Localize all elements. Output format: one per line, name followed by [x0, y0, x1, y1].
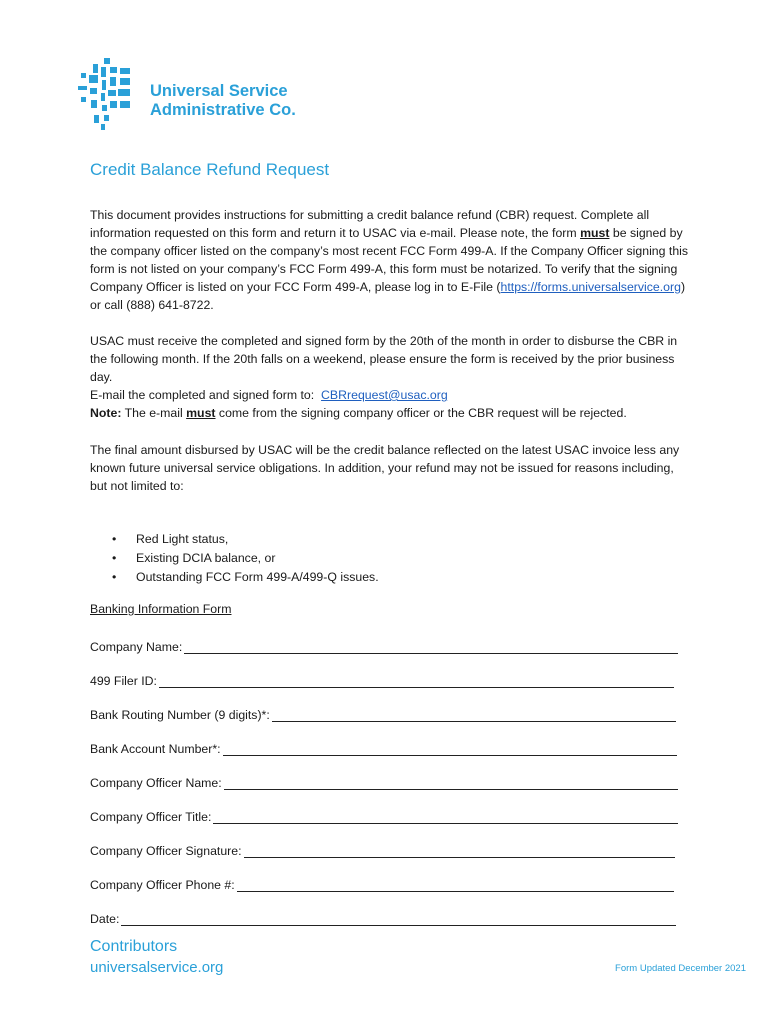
company-name-field[interactable]: [90, 636, 678, 654]
fill-line[interactable]: [223, 741, 677, 756]
deadline-paragraph: USAC must receive the completed and signed form by the 20th of the month in order to disburse the CBR in the following month. If the 20th falls on a weekend, please ensure the form is received by the prior business day.: [90, 334, 678, 384]
contributors-label: Contributors: [90, 938, 178, 955]
email-label: E-mail the completed and signed form to:: [90, 388, 315, 402]
fill-line[interactable]: [224, 775, 678, 790]
fill-line[interactable]: [244, 843, 675, 858]
account-number-field[interactable]: [90, 738, 677, 756]
fill-line[interactable]: [121, 911, 676, 926]
filer-id-field[interactable]: [90, 670, 674, 688]
officer-signature-field[interactable]: [90, 840, 675, 858]
list-item: • Outstanding FCC Form 499-A/499-Q issues.: [112, 568, 379, 587]
field-label: Company Officer Phone #:: [90, 878, 235, 892]
cbr-email-link[interactable]: CBRrequest@usac.org: [321, 388, 448, 402]
page-title: Credit Balance Refund Request: [90, 160, 330, 179]
field-label: 499 Filer ID:: [90, 674, 157, 688]
fill-line[interactable]: [213, 809, 678, 824]
form-updated-date: Form Updated December 2021: [615, 963, 746, 974]
brand-name-line1: Universal Service: [150, 82, 288, 100]
routing-number-field[interactable]: [90, 704, 676, 722]
logo-text: [150, 82, 296, 120]
fill-line[interactable]: [272, 707, 676, 722]
field-label: Date:: [90, 912, 120, 926]
officer-name-field[interactable]: [90, 772, 678, 790]
intro-paragraph: This document provides instructions for submitting a credit balance refund (CBR) request. Complete all information requested on this form and return it to USAC via e-mail. Please note, the form must be signed by the company officer listed on the company’s most recent FCC Form 499-A. If the Company Officer signing this form is not listed on your company’s FCC Form 499-A, this form must be notarized. To verify that the signing Company Officer is listed on your FCC Form 499-A, please log in to E-File (https://forms.universalservice.org) or call (888) 641-8722.: [90, 208, 689, 312]
field-label: Company Officer Signature:: [90, 844, 242, 858]
field-label: Bank Routing Number (9 digits)*:: [90, 708, 270, 722]
list-item: • Red Light status,: [112, 530, 379, 549]
list-item: • Existing DCIA balance, or: [112, 549, 379, 568]
date-field[interactable]: [90, 908, 676, 926]
field-label: Bank Account Number*:: [90, 742, 221, 756]
note-label: Note:: [90, 406, 122, 420]
fill-line[interactable]: [184, 639, 678, 654]
reasons-list: [112, 530, 379, 587]
final-amount-paragraph: The final amount disbursed by USAC will be the credit balance reflected on the latest USAC invoice less any known future universal service obligations. In addition, your refund may not be issued for reasons including, but not limited to:: [90, 443, 680, 493]
officer-title-field[interactable]: [90, 806, 678, 824]
email-paragraph: E-mail the completed and signed form to: CBRrequest@usac.org Note: The e-mail must come from the signing company officer or the CBR request will be rejected.: [90, 388, 627, 420]
field-label: Company Officer Title:: [90, 810, 212, 824]
officer-phone-field[interactable]: [90, 874, 674, 892]
efile-link[interactable]: https://forms.universalservice.org: [500, 280, 681, 294]
field-label: Company Officer Name:: [90, 776, 222, 790]
site-link[interactable]: universalservice.org: [90, 959, 224, 976]
banking-heading: Banking Information Form: [90, 602, 232, 616]
note-emphasis: must: [186, 406, 216, 420]
intro-emphasis: must: [580, 226, 610, 240]
brand-name-line2: Administrative Co.: [150, 101, 296, 119]
fill-line[interactable]: [237, 877, 674, 892]
fill-line[interactable]: [159, 673, 674, 688]
field-label: Company Name:: [90, 640, 183, 654]
